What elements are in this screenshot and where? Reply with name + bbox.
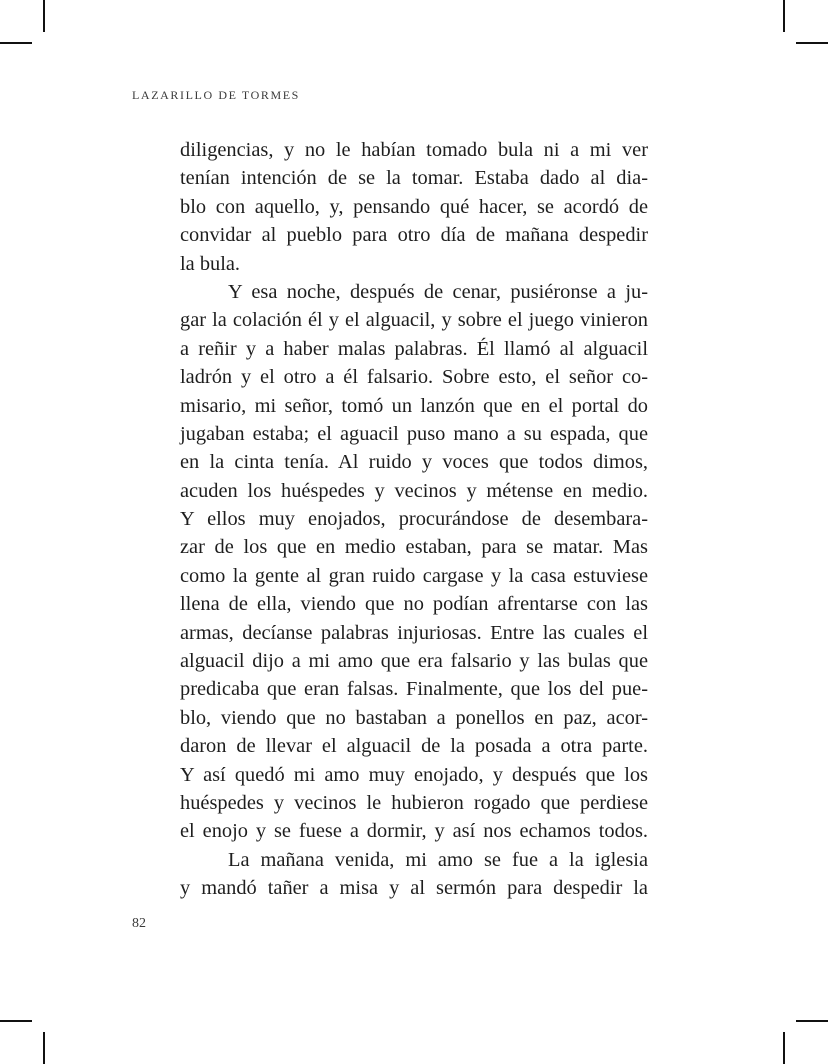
- text-line: la bula.: [180, 252, 241, 275]
- text-line: blo con aquello, y, pensando qué hacer, se acordó de: [180, 195, 648, 218]
- text-line: alguacil dijo a mi amo que era falsario y las bulas que: [180, 650, 648, 673]
- text-line: blo, viendo que no bastaban a ponellos en paz, acor-: [180, 706, 648, 729]
- crop-mark-top-left-vertical: [43, 0, 45, 32]
- text-line: Y ellos muy enojados, procurándose de desembara-: [180, 508, 648, 531]
- text-line: predicaba que eran falsas. Finalmente, que los del pue-: [180, 678, 648, 701]
- text-line: huéspedes y vecinos le hubieron rogado que perdiese: [180, 791, 648, 814]
- text-line: ladrón y el otro a él falsario. Sobre esto, el señor co-: [180, 366, 648, 389]
- text-line: convidar al pueblo para otro día de mañana despedir: [180, 224, 648, 247]
- text-line: zar de los que en medio estaban, para se matar. Mas: [180, 536, 648, 559]
- text-line: jugaban estaba; el aguacil puso mano a su espada, que: [180, 422, 648, 445]
- text-line: armas, decíanse palabras injuriosas. Entre las cuales el: [180, 621, 648, 644]
- crop-mark-bottom-right-vertical: [783, 1032, 785, 1064]
- text-line: tenían intención de se la tomar. Estaba dado al dia-: [180, 167, 648, 190]
- text-line: en la cinta tenía. Al ruido y voces que todos dimos,: [180, 451, 648, 474]
- text-line: misario, mi señor, tomó un lanzón que en el portal do: [180, 394, 648, 417]
- text-line: y mandó tañer a misa y al sermón para despedir la: [180, 877, 648, 900]
- body-text: [180, 136, 648, 903]
- text-line: a reñir y a haber malas palabras. Él llamó al alguacil: [180, 337, 648, 360]
- text-line: Y esa noche, después de cenar, pusiéronse a ju-: [228, 280, 648, 303]
- text-line: gar la colación él y el alguacil, y sobre el juego vinieron: [180, 309, 648, 332]
- text-line: el enojo y se fuese a dormir, y así nos echamos todos.: [180, 820, 648, 843]
- text-line: La mañana venida, mi amo se fue a la iglesia: [228, 848, 648, 871]
- text-line: diligencias, y no le habían tomado bula ni a mi ver: [180, 139, 648, 161]
- crop-mark-top-left-horizontal: [0, 42, 32, 44]
- text-line: como la gente al gran ruido cargase y la casa estuviese: [180, 564, 648, 587]
- text-line: Y así quedó mi amo muy enojado, y después que los: [180, 763, 648, 786]
- crop-mark-bottom-right-horizontal: [796, 1020, 828, 1022]
- text-line: acuden los huéspedes y vecinos y métense en medio.: [180, 479, 648, 502]
- crop-mark-top-right-vertical: [783, 0, 785, 32]
- crop-mark-top-right-horizontal: [796, 42, 828, 44]
- text-line: llena de ella, viendo que no podían afrentarse con las: [180, 593, 648, 616]
- page-number: 82: [132, 916, 146, 931]
- text-line: daron de llevar el alguacil de la posada a otra parte.: [180, 735, 648, 758]
- crop-mark-bottom-left-horizontal: [0, 1020, 32, 1022]
- running-head: LAZARILLO DE TORMES: [132, 88, 300, 102]
- crop-mark-bottom-left-vertical: [43, 1032, 45, 1064]
